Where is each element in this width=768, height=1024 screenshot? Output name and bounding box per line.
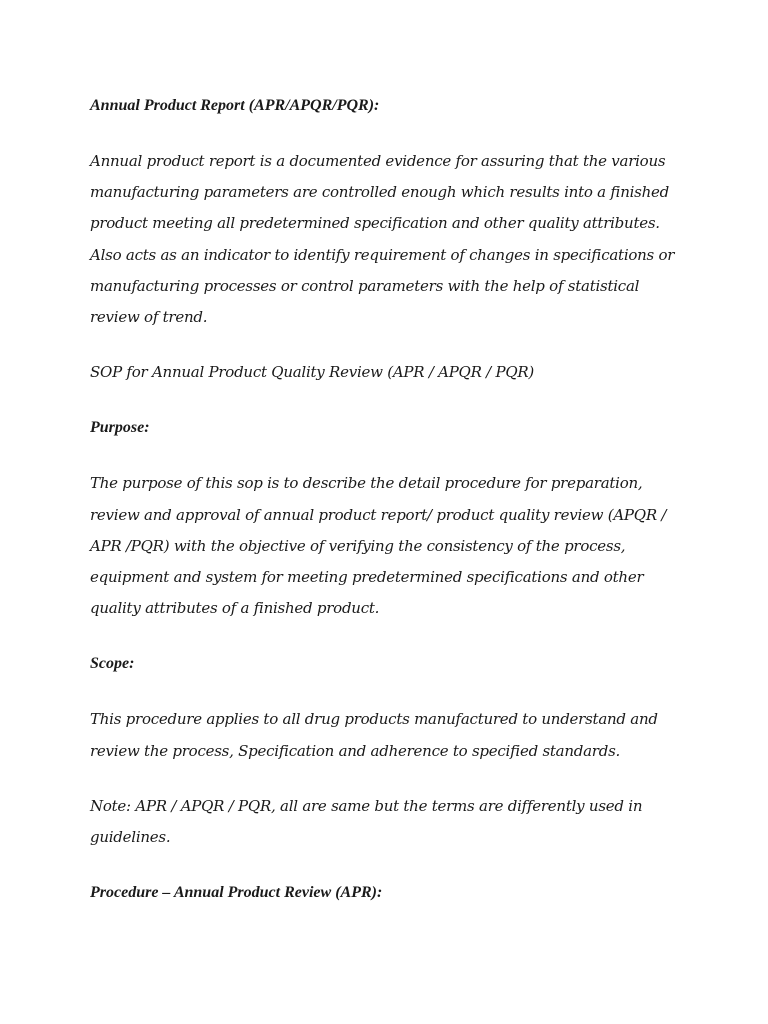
apr-description: Annual product report is a documented evidence for assuring that the various manufacturing parameters are controlled enough which results into a finished product meeting all predetermined specification and other quality attributes. Also acts as an indicator to identify requirement of changes in specifications or manufacturing processes or control parameters with the help of statistical review of trend. bbox=[90, 152, 675, 327]
purpose-heading: Purpose: bbox=[90, 419, 150, 437]
scope-text: This procedure applies to all drug products manufactured to understand and review the process, Specification and adherence to specified standards. bbox=[90, 710, 658, 760]
note-text: Note: APR / APQR / PQR, all are same but the terms are differently used in guidelines. bbox=[90, 796, 643, 847]
procedure-heading: Procedure – Annual Product Review (APR): bbox=[90, 884, 383, 902]
sop-title: SOP for Annual Product Quality Review (APR / APQR / PQR) bbox=[90, 363, 535, 382]
scope-heading: Scope: bbox=[90, 655, 135, 673]
apr-heading: Annual Product Report (APR/APQR/PQR): bbox=[90, 97, 380, 114]
purpose-text: The purpose of this sop is to describe the detail procedure for preparation, review and approval of annual product report/ product quality review (APQR / APR /PQR) with the objective of verifying the consistency of the process, equipment and system for meeting predetermined specifications and other quality attributes of a finished product. bbox=[90, 474, 667, 618]
document-body bbox=[90, 90, 685, 908]
